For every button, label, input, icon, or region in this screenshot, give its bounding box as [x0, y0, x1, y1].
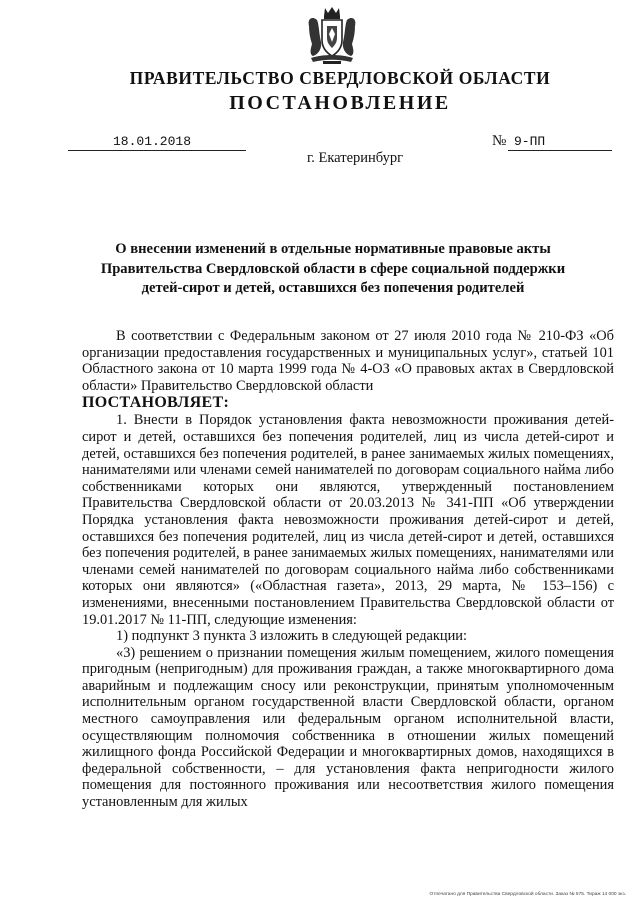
document-heading: О внесении изменений в отдельные нормативные правовые акты Правительства Свердловской области в сфере социальной поддержки детей-сирот и детей, оставшихся без попечения родителей [100, 241, 566, 296]
resolves-heading: ПОСТАНОВЛЯЕТ: [82, 394, 230, 412]
subitem-1-paragraph: 1) подпункт 3 пункта 3 изложить в следующей редакции: [116, 628, 467, 645]
coat-of-arms-icon [303, 4, 361, 66]
quoted-text-paragraph: «3) решением о признании помещения жилым помещением, жилого помещения пригодным (непригодным) для проживания граждан, а также многоквартирного дома аварийным и подлежащим сносу или реконструкции, принятым уполномоченным исполнительным органом государственной власти Свердловской области, органом местного самоуправления или федеральным органом исполнительной власти, осуществляющим полномочия собственника в отношении жилых помещений жилищного фонда Российской Федерации и многоквартирных домов, находящихся в федеральной собственности, – для установления факта непригодности жилого помещения для постоянного проживания или несоответствия жилого помещения установленным для жилых [82, 644, 614, 811]
number-label: № [492, 133, 507, 149]
organization-title: ПРАВИТЕЛЬСТВО СВЕРДЛОВСКОЙ ОБЛАСТИ [129, 68, 551, 88]
document-date: 18.01.2018 [68, 133, 246, 151]
preamble-paragraph: В соответствии с Федеральным законом от 27 июля 2010 года № 210-ФЗ «Об организации предоставления государственных и муниципальных услуг», статьей 101 Областного закона от 10 марта 1999 года № 4-ОЗ «О правовых актах в Свердловской области» Правительство Свердловской области [82, 328, 614, 394]
document-body [82, 328, 614, 811]
item-1-paragraph: 1. Внести в Порядок установления факта невозможности проживания детей-сирот и детей, оставшихся без попечения родителей, лиц из числа детей-сирот и детей, оставшихся без попечения родителей, в ранее занимаемых жилых помещениях, нанимателями или членами семей нанимателей по договорам социального найма либо собственниками которых они являются, утвержденный постановлением Правительства Свердловской области от 20.03.2013 № 341-ПП «Об утверждении Порядка установления факта невозможности проживания детей-сирот и детей, оставшихся без попечения родителей, лиц из числа детей-сирот и детей, оставшихся без попечения родителей, в ранее занимаемых жилых помещениях, нанимателями или членами семей нанимателей по договорам социального найма либо собственниками которых они являются» («Областная газета», 2013, 29 марта, № 153–156) с изменениями, внесенными постановлением Правительства Свердловской области от 19.01.2017 № 11-ПП, следующие изменения: [82, 412, 614, 628]
print-note: Отпечатано для Правительства Свердловской области. Заказ № 575. Тираж 14 000 экз. [429, 892, 626, 897]
document-number: 9-ПП [508, 133, 612, 151]
document-type: ПОСТАНОВЛЕНИЕ [229, 92, 451, 114]
city-name: г. Екатеринбург [306, 150, 404, 166]
